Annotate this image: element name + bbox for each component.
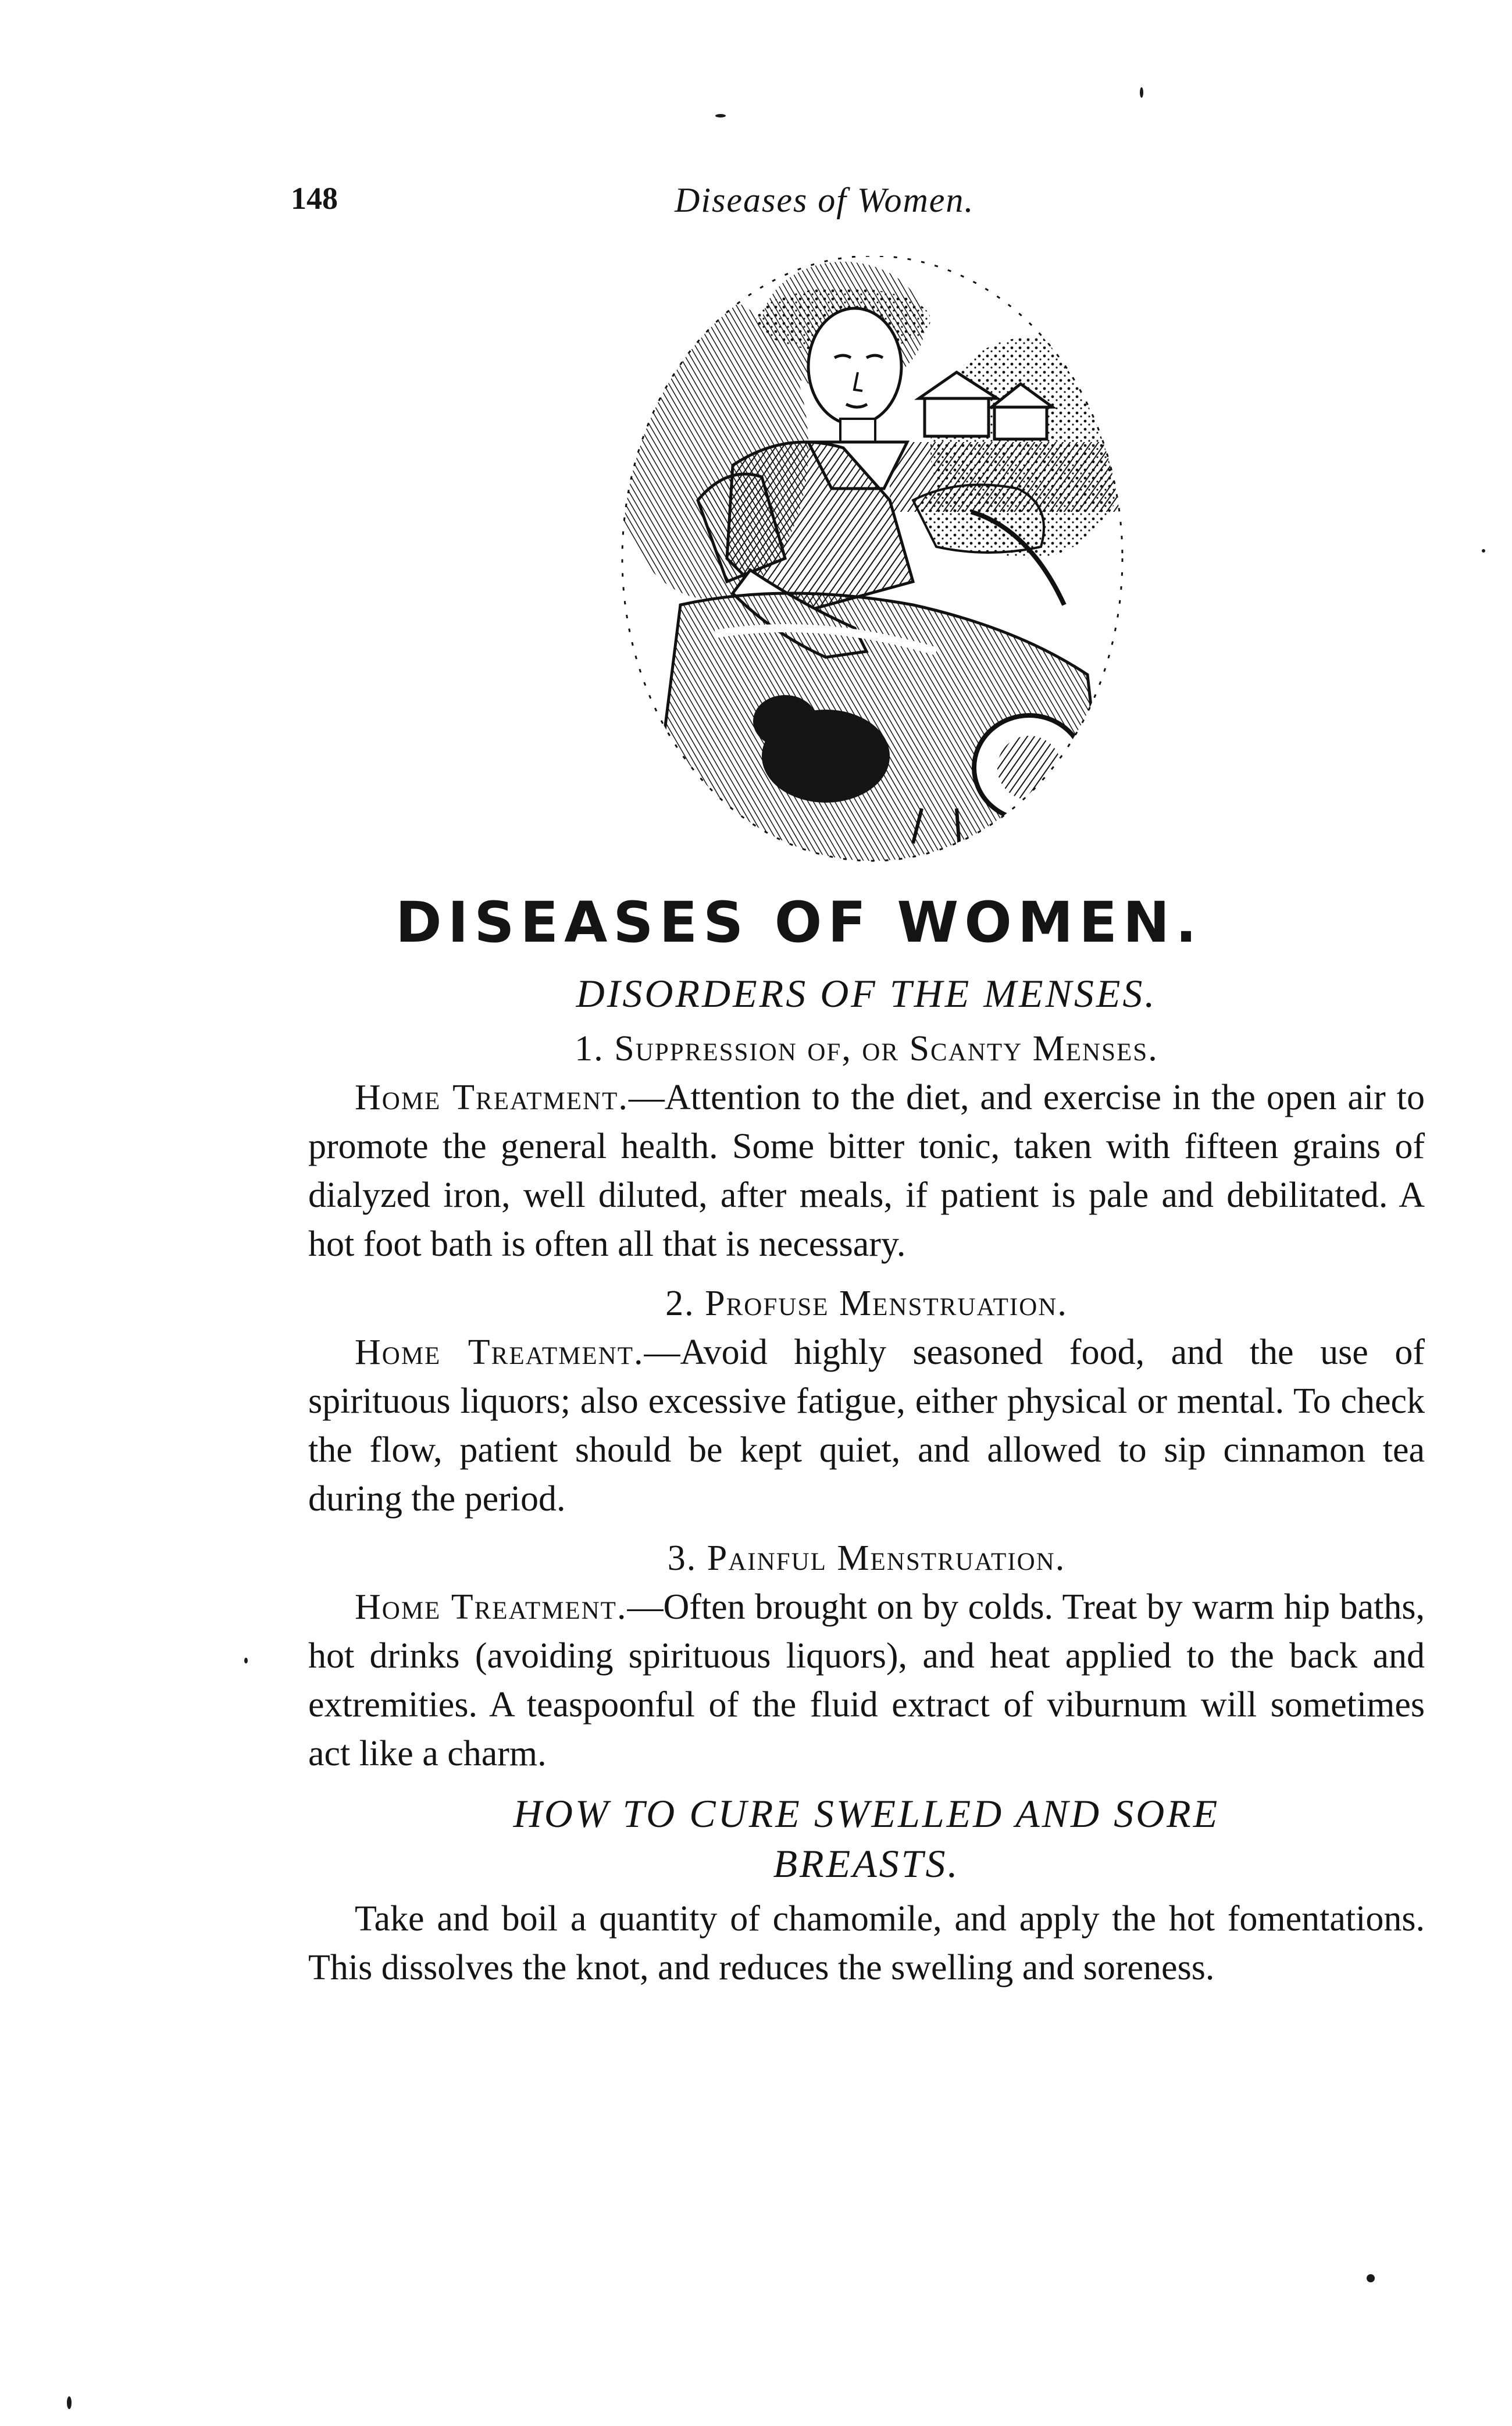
scan-speck — [1482, 549, 1485, 553]
paragraph: Take and boil a quantity of chamomile, and apply the hot fomentations. This dissolves the knot, and reduces the swelling and soreness. — [308, 1899, 1425, 1987]
scan-speck — [1367, 2274, 1375, 2282]
section-heading-italic — [308, 1789, 1425, 1889]
section-heading: 2. Profuse Menstruation. — [665, 1284, 1068, 1323]
heading-line: HOW TO CURE SWELLED AND SORE — [513, 1791, 1220, 1836]
section-subtitle: DISORDERS OF THE MENSES. — [576, 971, 1157, 1016]
scan-speck — [244, 1658, 248, 1663]
page-body — [308, 968, 1425, 1992]
paragraph-lead: Home Treatment. — [355, 1078, 629, 1117]
running-title: Diseases of Women. — [675, 181, 975, 219]
woman-harvester-engraving — [611, 256, 1134, 884]
paragraph-lead: Home Treatment. — [355, 1333, 644, 1372]
paragraph-text: —Avoid highly seasoned food, and the use of spirituous liquors; also excessive fatigue, either physical or mental. To check the flow, patient should be kept quiet, and allowed to sip cinnamon tea during the period. — [308, 1333, 1425, 1519]
paragraph-lead: Home Treatment. — [355, 1587, 627, 1627]
scan-speck — [67, 2396, 72, 2409]
paragraph-text: —Often brought on by colds. Treat by warm hip baths, hot drinks (avoiding spirituous liquors), and heat applied to the back and extremities. A teaspoonful of the fluid extract of viburnum will sometimes act like a charm. — [308, 1587, 1425, 1773]
section-heading: 1. Suppression of, or Scanty Menses. — [575, 1029, 1158, 1068]
paragraph — [308, 1328, 1425, 1523]
scan-speck — [715, 114, 726, 117]
paragraph — [308, 1073, 1425, 1269]
section-heading: 3. Painful Menstruation. — [667, 1538, 1066, 1578]
running-head — [291, 180, 1279, 233]
heading-line: BREASTS. — [773, 1841, 960, 1886]
scan-speck — [1140, 87, 1143, 98]
paragraph — [308, 1583, 1425, 1778]
chapter-title: DISEASES OF WOMEN. — [395, 890, 1203, 955]
paragraph-text: —Attention to the diet, and exercise in the open air to promote the general health. Some bitter tonic, taken with fifteen grains of dialyzed iron, well diluted, after meals, if patient is pale and debilitated. A hot foot bath is often all that is necessary. — [308, 1078, 1425, 1264]
page-number: 148 — [291, 181, 338, 216]
